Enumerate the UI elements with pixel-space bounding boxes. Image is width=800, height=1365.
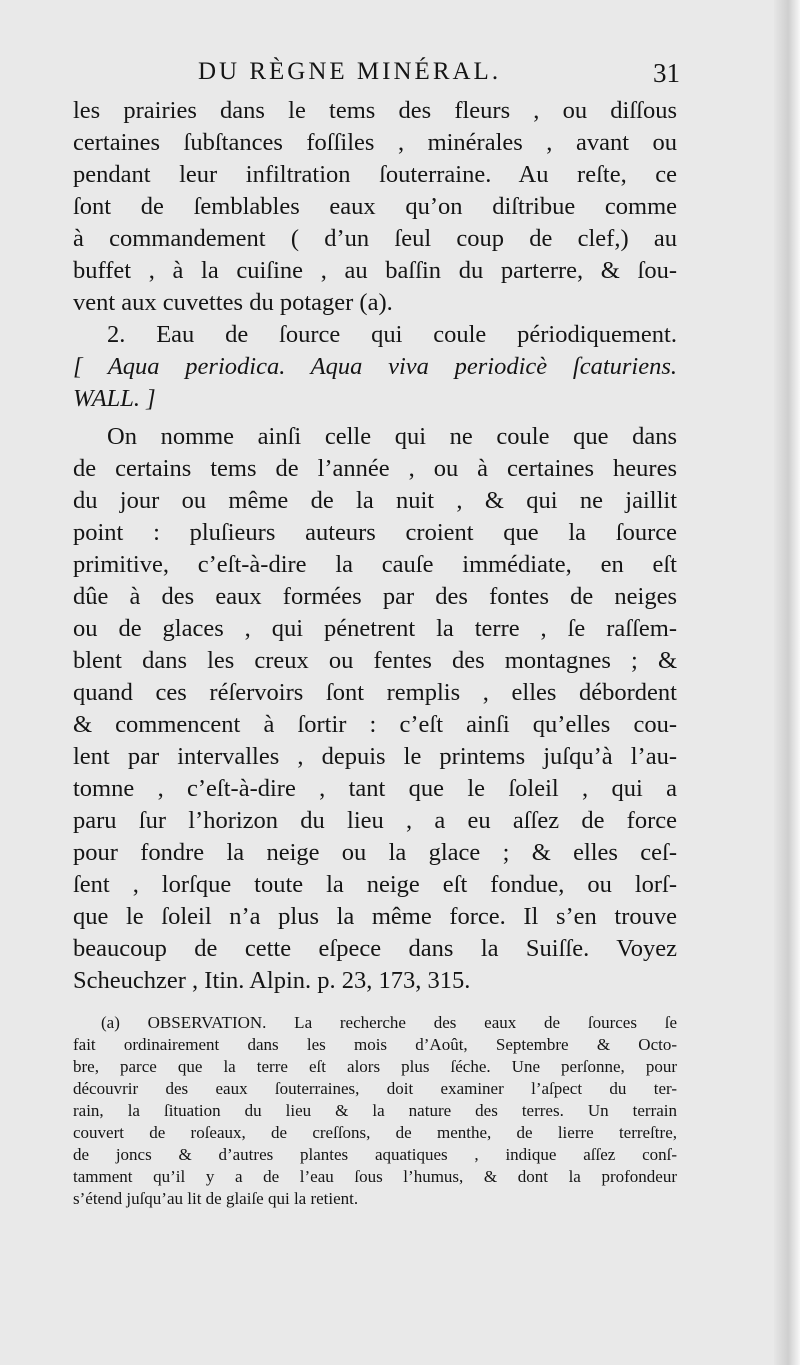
text-line: du jour ou même de la nuit , & qui ne jaillit [73,487,677,514]
text-line: beaucoup de cette eſpece dans la Suiſſe. Voyez [73,935,677,962]
footnote-line: découvrir des eaux ſouterraines, doit examiner l’aſpect du ter- [73,1079,677,1098]
text-line: de certains tems de l’année , ou à certaines heures [73,455,677,482]
text-line: ſent , lorſque toute la neige eſt fondue, ou lorſ- [73,871,677,898]
latin-authority-line: WALL. ] [73,385,156,412]
paragraph-continuation [73,95,677,319]
footnote-line: couvert de roſeaux, de creſſons, de menthe, de lierre terreſtre, [73,1123,677,1142]
running-head: DU RÈGNE MINÉRAL. [198,58,502,85]
paragraph-description [73,421,677,997]
text-line: & commencent à ſortir : c’eſt ainſi qu’elles cou- [73,711,677,738]
text-line: lent par intervalles , depuis le printems juſqu’à l’au- [73,743,677,770]
text-line: On nomme ainſi celle qui ne coule que dans [107,423,677,450]
page-header [70,58,680,98]
text-line: pour fondre la neige ou la glace ; & elles ceſ- [73,839,677,866]
text-line: paru ſur l’horizon du lieu , a eu aſſez de force [73,807,677,834]
footnote-line: (a) OBSERVATION. La recherche des eaux de ſources ſe [101,1013,677,1032]
footnote-line: de joncs & d’autres plantes aquatiques , indique aſſez conſ- [73,1145,677,1164]
text-line: blent dans les creux ou fentes des montagnes ; & [73,647,677,674]
footnote-line: rain, la ſituation du lieu & la nature des terres. Un terrain [73,1101,677,1120]
text-line: buffet , à la cuiſine , au baſſin du parterre, & ſou- [73,257,677,284]
footnote-line: tamment qu’il y a de l’eau ſous l’humus, & dont la profondeur [73,1167,677,1186]
heading-line: 2. Eau de ſource qui coule périodiquement. [107,321,677,348]
footnote-line: s’étend juſqu’au lit de glaiſe qui la retient. [73,1189,359,1208]
text-line: certaines ſubſtances foſſiles , minérales , avant ou [73,129,677,156]
text-line: ou de glaces , qui pénetrent la terre , ſe raſſem- [73,615,677,642]
text-line: point : pluſieurs auteurs croient que la ſource [73,519,677,546]
text-line: primitive, c’eſt-à-dire la cauſe immédiate, en eſt [73,551,677,578]
text-line: à commandement ( d’un ſeul coup de clef,) au [73,225,677,252]
text-line: pendant leur infiltration ſouterraine. Au reſte, ce [73,161,677,188]
footnote-line: fait ordinairement dans les mois d’Août, Septembre & Octo- [73,1035,677,1054]
body-text [73,95,677,997]
text-line: Scheuchzer , Itin. Alpin. p. 23, 173, 315. [73,967,471,994]
footnote [73,1012,677,1210]
text-line: que le ſoleil n’a plus la même force. Il s’en trouve [73,903,677,930]
text-line: quand ces réſervoirs ſont remplis , elles débordent [73,679,677,706]
text-line: dûe à des eaux formées par des fontes de neiges [73,583,677,610]
text-line: les prairies dans le tems des fleurs , ou diſſous [73,97,677,124]
footnote-line: bre, parce que la terre eſt alors plus ſéche. Une perſonne, pour [73,1057,677,1076]
text-line: vent aux cuvettes du potager (a). [73,289,393,316]
latin-name-line: [ Aqua periodica. Aqua viva periodicè ſcaturiens. [73,353,677,380]
text-line: tomne , c’eſt-à-dire , tant que le ſoleil , qui a [73,775,677,802]
text-line: ſont de ſemblables eaux qu’on diſtribue comme [73,193,677,220]
section-heading [73,319,677,415]
page-number: 31 [653,58,680,88]
page-edge-shadow [774,0,800,1365]
